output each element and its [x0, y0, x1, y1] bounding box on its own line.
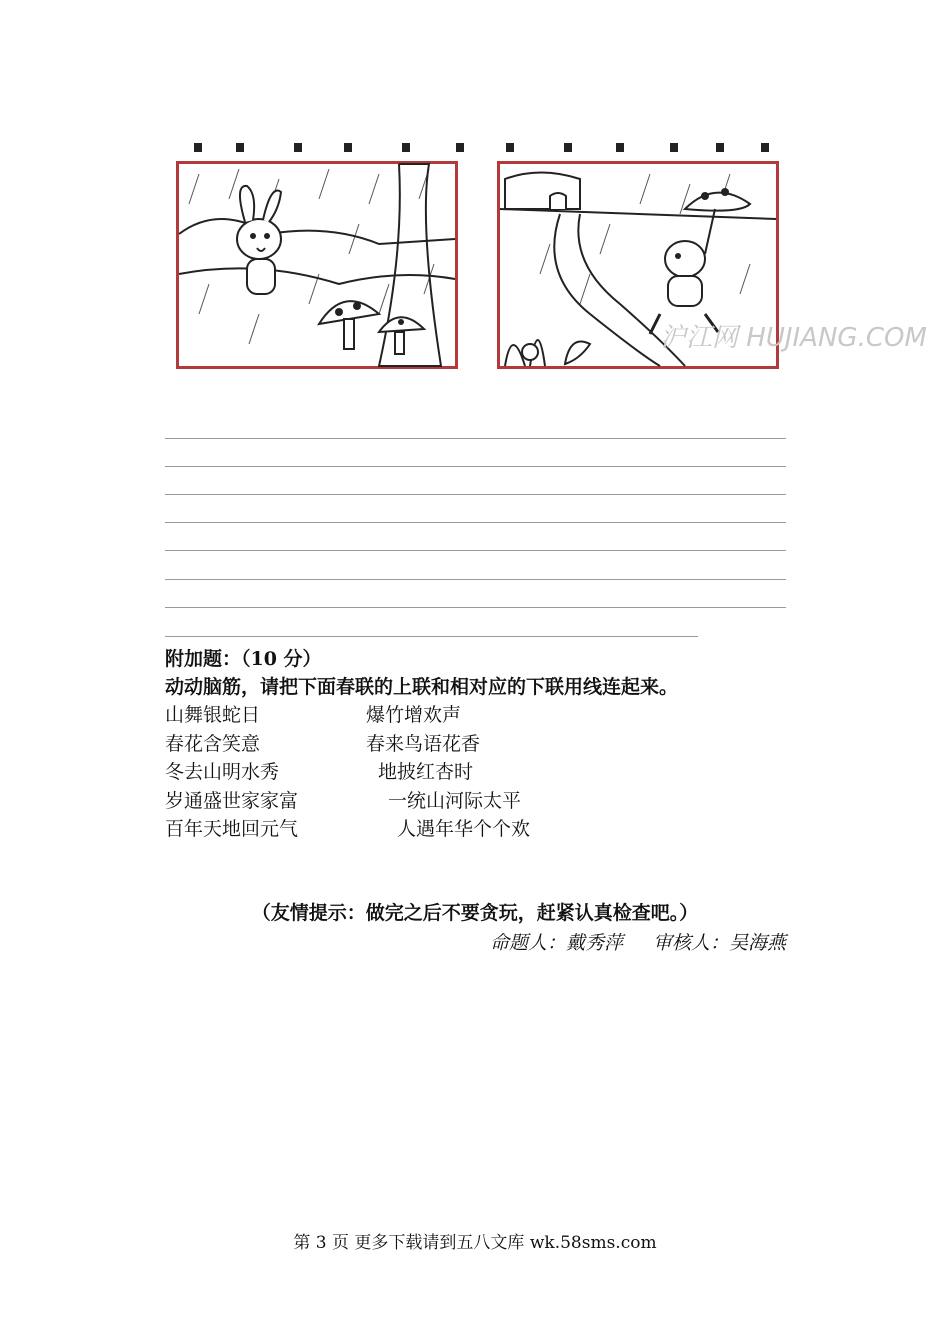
writing-line[interactable]	[165, 466, 786, 467]
couplet-lower: 春来鸟语花香	[366, 733, 481, 755]
writing-line[interactable]	[165, 522, 786, 523]
illustration-squirrel-umbrella	[497, 161, 927, 369]
writing-line[interactable]	[165, 494, 786, 495]
couplet-upper: 冬去山明水秀	[165, 761, 280, 783]
cropped-text-fragment	[176, 143, 776, 153]
reviewer: 审核人：吴海燕	[652, 932, 786, 954]
rabbit-rain-drawing	[179, 164, 455, 366]
couplet-lower: 爆竹增欢声	[366, 704, 462, 726]
couplet-lower: 人遇年华个个欢	[397, 818, 531, 840]
couplet-upper: 百年天地回元气	[165, 818, 299, 840]
squirrel-walking-drawing	[500, 164, 927, 366]
couplet-lower: 一统山河际太平	[388, 790, 522, 812]
writing-line[interactable]	[165, 438, 786, 439]
authors-line	[490, 928, 786, 955]
couplet-upper: 山舞银蛇日	[165, 704, 261, 726]
couplet-lower: 地披红杏时	[378, 761, 474, 783]
couplet-upper: 岁通盛世家家富	[165, 790, 299, 812]
page-footer: 第 3 页 更多下载请到五八文库 wk.58sms.com	[293, 1233, 657, 1253]
couplet-upper: 春花含笑意	[165, 733, 261, 755]
writing-line[interactable]	[165, 579, 786, 580]
illustration-rabbit-rain	[176, 161, 458, 369]
extra-question-title: 附加题：（10 分）	[165, 648, 322, 670]
watermark-text: 沪江网 HUJIANG.COM	[660, 323, 927, 353]
writing-line[interactable]	[165, 636, 698, 637]
extra-question-instruction: 动动脑筋，请把下面春联的上联和相对应的下联用线连起来。	[165, 676, 679, 698]
friendly-hint: （友情提示：做完之后不要贪玩，赶紧认真检查吧。）	[251, 902, 699, 924]
writing-line[interactable]	[165, 550, 786, 551]
writing-line[interactable]	[165, 607, 786, 608]
question-setter: 命题人：戴秀萍	[489, 932, 623, 954]
